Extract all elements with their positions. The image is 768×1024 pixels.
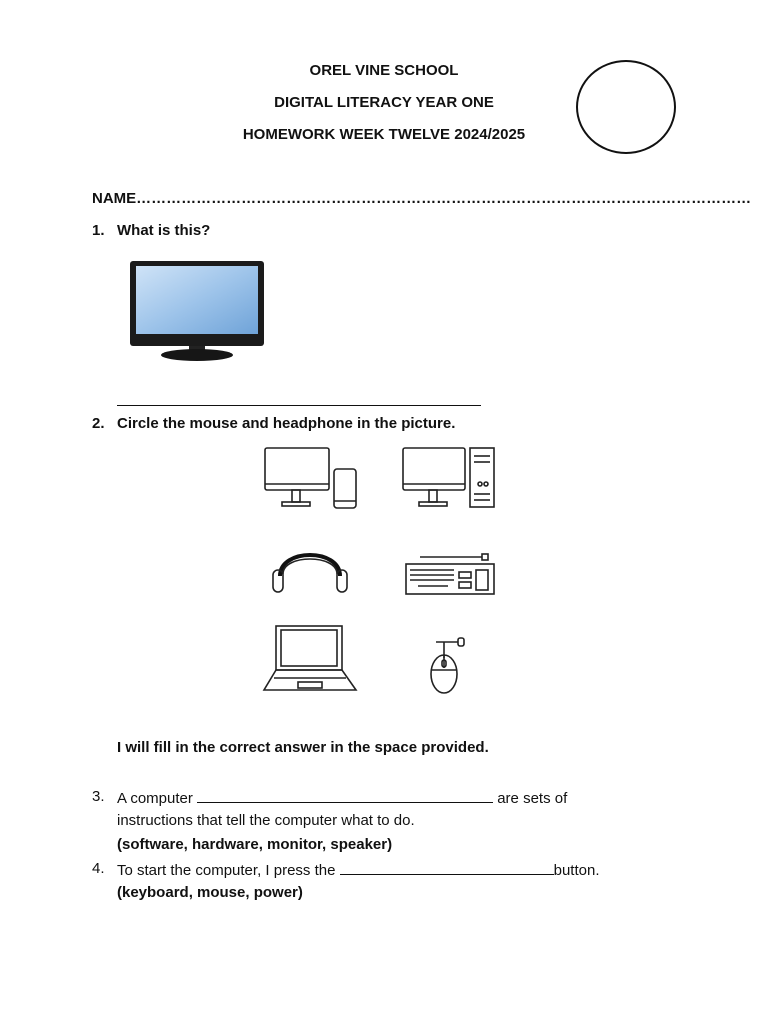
q3-text-line2: instructions that tell the computer what to do. — [117, 812, 415, 829]
q3-blank[interactable] — [197, 788, 493, 803]
q1-answer-line[interactable] — [117, 405, 481, 406]
q4-options: (keyboard, mouse, power) — [117, 884, 303, 901]
q4-text-before: To start the computer, I press the — [117, 862, 336, 879]
q1-number: 1. — [92, 222, 105, 239]
name-field-label: NAME…………………………………………………………………………………………………………… — [92, 190, 752, 207]
q3-text-before: A computer — [117, 790, 193, 807]
q4-number: 4. — [92, 860, 105, 877]
q2-text: Circle the mouse and headphone in the picture. — [117, 415, 456, 432]
desktop-computer-icon — [400, 446, 500, 512]
q2-number: 2. — [92, 415, 105, 432]
q4-blank[interactable] — [340, 860, 554, 875]
q4-text-after: button. — [553, 862, 600, 879]
monitor-and-phone-icon — [262, 446, 362, 512]
laptop-icon — [262, 624, 358, 696]
subject-title: DIGITAL LITERACY YEAR ONE — [274, 94, 494, 111]
q3-sentence — [117, 788, 567, 807]
monitor-image — [125, 258, 270, 368]
q3-number: 3. — [92, 788, 105, 805]
keyboard-icon — [404, 552, 496, 596]
q1-text: What is this? — [117, 222, 211, 239]
q4-sentence — [117, 860, 599, 879]
school-name: OREL VINE SCHOOL — [309, 62, 459, 79]
q3-options: (software, hardware, monitor, speaker) — [117, 836, 393, 853]
score-circle — [576, 60, 676, 154]
headphone-icon — [270, 544, 350, 596]
homework-title: HOMEWORK WEEK TWELVE 2024/2025 — [242, 126, 526, 143]
mouse-icon — [426, 636, 470, 698]
q3-text-after: are sets of — [497, 790, 568, 807]
fill-in-instruction: I will fill in the correct answer in the space provided. — [117, 739, 489, 756]
